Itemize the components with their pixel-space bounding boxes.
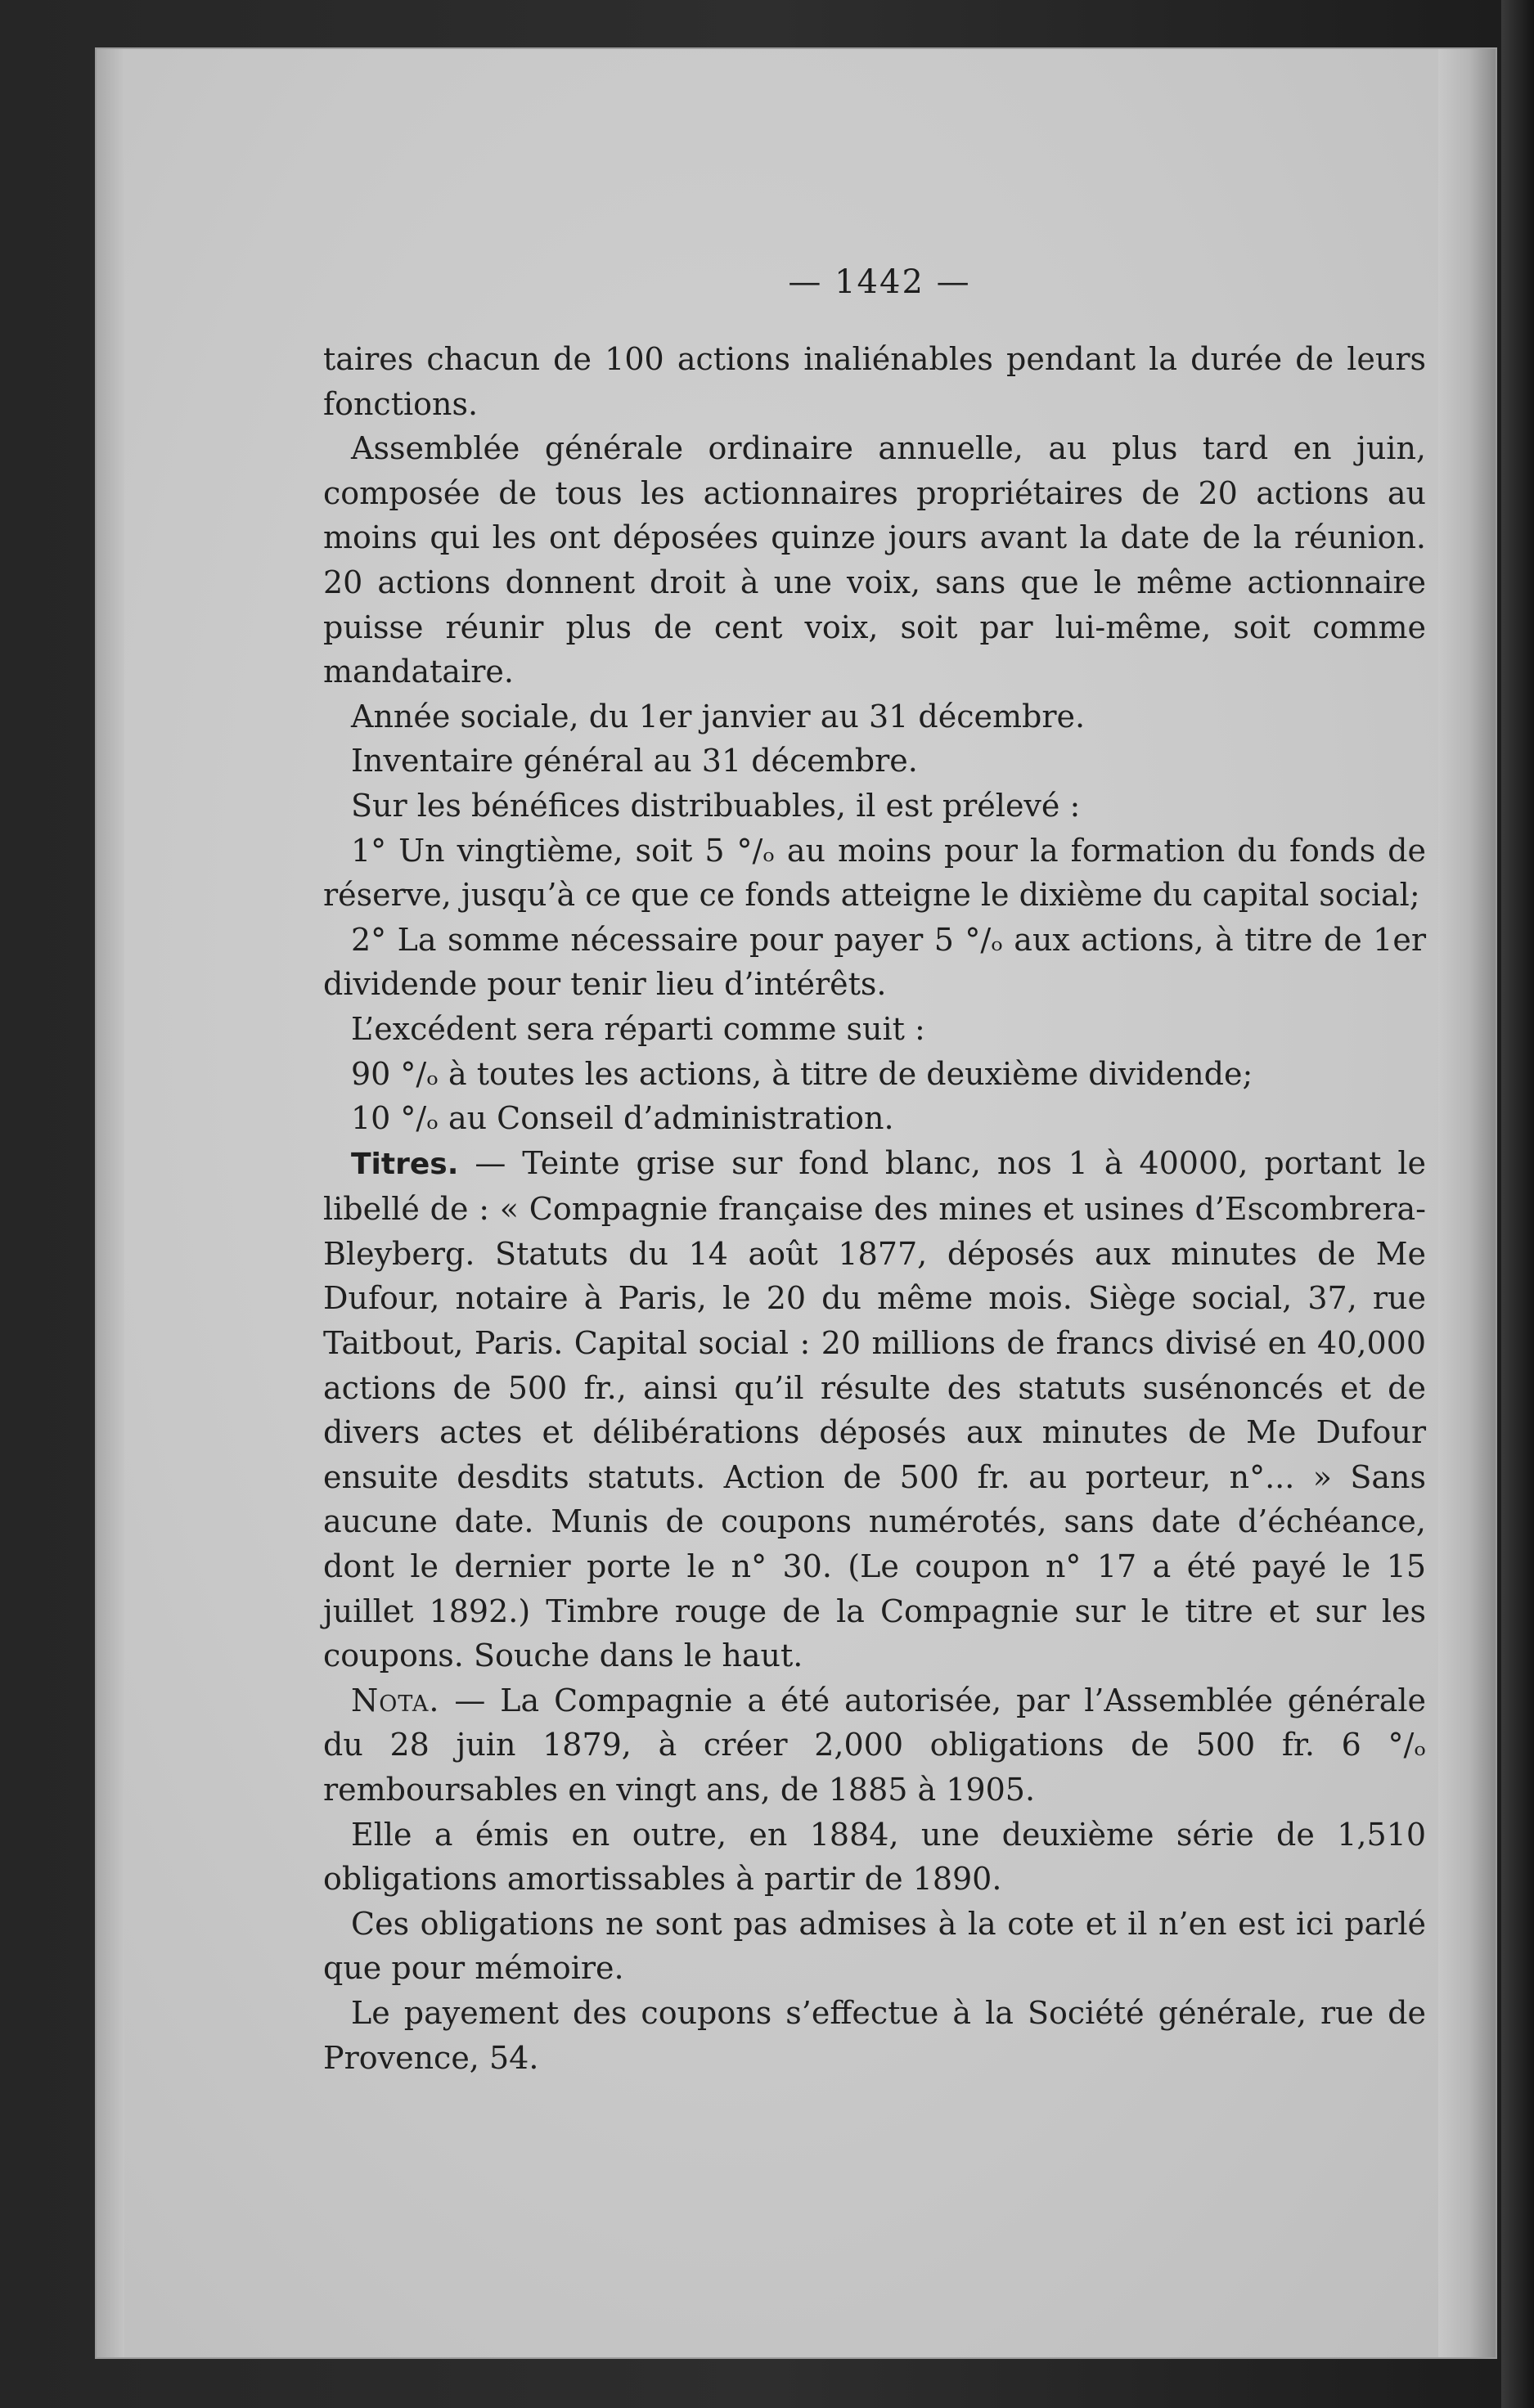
page-number: — 1442 — — [788, 263, 971, 301]
paragraph-titres — [323, 1141, 1426, 1678]
run-in-heading: Nota. — [351, 1682, 440, 1718]
paragraph: 1° Un vingtième, soit 5 °/ₒ au moins pour la formation du fonds de réserve, jusqu’à ce que ce fonds atteigne le dixième du capital social; — [323, 832, 1426, 914]
paragraph: taires chacun de 100 actions inaliénables pendant la durée de leurs fonctions. — [323, 341, 1426, 422]
book-spine — [1501, 0, 1534, 2408]
paragraph: Assemblée générale ordinaire annuelle, au plus tard en juin, composée de tous les actionnaires propriétaires de 20 actions au moins qui les ont déposées quinze jours avant la date de la réunion. 20 actions donnent droit à une voix, sans que le même actionnaire puisse réunir plus de cent voix, soit par lui-même, soit comme mandataire. — [323, 430, 1426, 690]
paragraph: L’excédent sera réparti comme suit : — [351, 1010, 925, 1047]
page-right-edge — [1438, 49, 1496, 2357]
paragraph-nota — [323, 1678, 1426, 1813]
paragraph: Le payement des coupons s’effectue à la Société générale, rue de Provence, 54. — [323, 1994, 1426, 2076]
paragraph: Année sociale, du 1er janvier au 31 décembre. — [351, 698, 1086, 735]
body-text — [323, 337, 1426, 2080]
paragraph: Elle a émis en outre, en 1884, une deuxième série de 1,510 obligations amortissables à partir de 1890. — [323, 1816, 1426, 1898]
paragraph: Sur les bénéfices distribuables, il est prélevé : — [351, 787, 1081, 824]
page-left-edge — [97, 49, 124, 2357]
paragraph: 10 °/ₒ au Conseil d’administration. — [351, 1100, 894, 1137]
paragraph: 90 °/ₒ à toutes les actions, à titre de deuxième dividende; — [351, 1055, 1253, 1092]
paragraph: Ces obligations ne sont pas admises à la cote et il n’en est ici parlé que pour mémoire. — [323, 1905, 1426, 1987]
paragraph: 2° La somme nécessaire pour payer 5 °/ₒ aux actions, à titre de 1er dividende pour tenir lieu d’intérêts. — [323, 921, 1426, 1003]
run-in-heading: Titres. — [351, 1147, 459, 1181]
paragraph: Inventaire général au 31 décembre. — [351, 743, 918, 779]
paragraph-body: — Teinte grise sur fond blanc, nos 1 à 40000, portant le libellé de : « Compagnie française des mines et usines d’Escombrera-Bleyberg. Statuts du 14 août 1877, déposés aux minutes de Me Dufour, notaire à Paris, le 20 du même mois. Siège social, 37, rue Taitbout, Paris. Capital social : 20 millions de francs divisé en 40,000 actions de 500 fr., ainsi qu’il résulte des statuts susénoncés et de divers actes et délibérations déposés aux minutes de Me Dufour ensuite desdits statuts. Action de 500 fr. au porteur, n°... » Sans aucune date. Munis de coupons numérotés, sans date d’échéance, dont le dernier porte le n° 30. (Le coupon n° 17 a été payé le 15 juillet 1892.) Timbre rouge de la Compagnie sur le titre et sur les coupons. Souche dans le haut. — [323, 1144, 1426, 1674]
paragraph-body: — La Compagnie a été autorisée, par l’Assemblée générale du 28 juin 1879, à créer 2,000 obligations de 500 fr. 6 °/ₒ remboursables en vingt ans, de 1885 à 1905. — [323, 1682, 1426, 1808]
